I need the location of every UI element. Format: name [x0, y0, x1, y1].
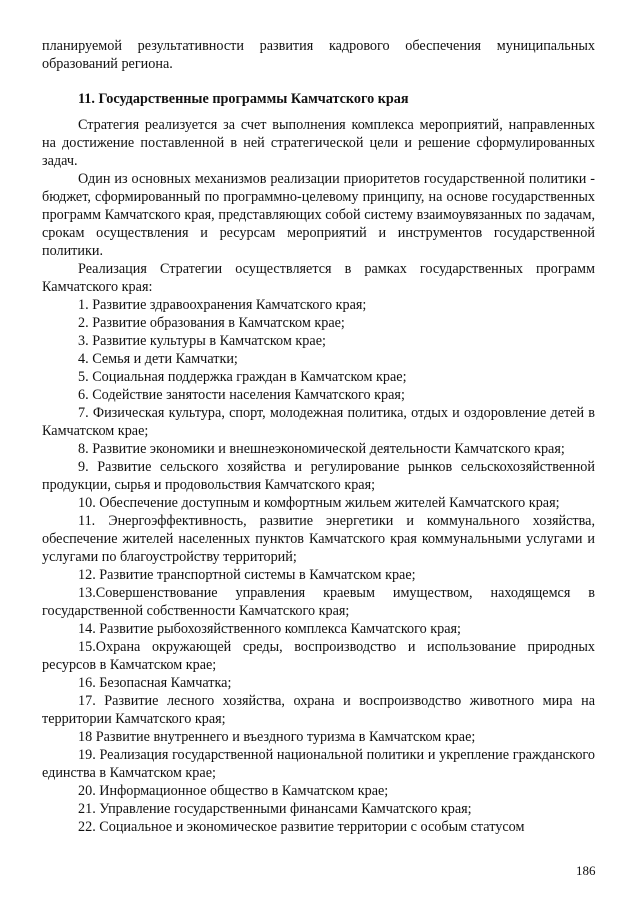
list-item: 5. Социальная поддержка граждан в Камчатском крае; [78, 369, 407, 385]
list-item: 3. Развитие культуры в Камчатском крае; [78, 333, 326, 349]
list-item: 12. Развитие транспортной системы в Камчатском крае; [78, 567, 416, 583]
list-item: 8. Развитие экономики и внешнеэкономической деятельности Камчатского края; [78, 441, 565, 457]
list-item: 7. Физическая культура, спорт, молодежная политика, отдых и оздоровление детей в Камчатском крае; [42, 405, 595, 439]
list-item: 4. Семья и дети Камчатки; [78, 351, 238, 367]
page-number: 186 [576, 863, 596, 878]
list-item: 14. Развитие рыбохозяйственного комплекса Камчатского края; [78, 621, 461, 637]
intro-continuation: планируемой результативности развития кадрового обеспечения муниципальных образований региона. [42, 38, 595, 72]
paragraph-strategy: Стратегия реализуется за счет выполнения комплекса мероприятий, направленных на достижение поставленной в ней стратегической цели и решение сформулированных задач. [42, 117, 595, 169]
list-item: 18 Развитие внутреннего и въездного туризма в Камчатском крае; [78, 729, 476, 745]
list-item: 22. Социальное и экономическое развитие территории с особым статусом [78, 819, 525, 835]
list-item: 20. Информационное общество в Камчатском крае; [78, 783, 389, 799]
list-item: 15.Охрана окружающей среды, воспроизводство и использование природных ресурсов в Камчатском крае; [42, 639, 595, 673]
list-item: 17. Развитие лесного хозяйства, охрана и воспроизводство животного мира на территории Камчатского края; [42, 693, 595, 727]
list-item: 2. Развитие образования в Камчатском крае; [78, 315, 345, 331]
list-item: 10. Обеспечение доступным и комфортным жильем жителей Камчатского края; [78, 495, 560, 511]
list-item: 11. Энергоэффективность, развитие энергетики и коммунального хозяйства, обеспечение жителей населенных пунктов Камчатского края коммунальными услугами и услугами по благоустройству территорий; [42, 513, 595, 565]
list-item: 21. Управление государственными финансами Камчатского края; [78, 801, 472, 817]
list-item: 6. Содействие занятости населения Камчатского края; [78, 387, 405, 403]
list-item: 13.Совершенствование управления краевым имуществом, находящемся в государственной собственности Камчатского края; [42, 585, 595, 619]
list-item: 9. Развитие сельского хозяйства и регулирование рынков сельскохозяйственной продукции, сырья и продовольствия Камчатского края; [42, 459, 595, 493]
list-item: 1. Развитие здравоохранения Камчатского края; [78, 297, 367, 313]
list-item: 16. Безопасная Камчатка; [78, 675, 232, 691]
paragraph-implementation: Реализация Стратегии осуществляется в рамках государственных программ Камчатского края: [42, 261, 595, 295]
program-list [42, 296, 595, 836]
list-item: 19. Реализация государственной национальной политики и укрепление гражданского единства в Камчатском крае; [42, 747, 595, 781]
section-heading: 11. Государственные программы Камчатского края [78, 91, 409, 107]
page-body [42, 37, 595, 836]
paragraph-mechanisms: Один из основных механизмов реализации приоритетов государственной политики - бюджет, сформированный по программно-целевому принципу, на основе государственных программ Камчатского края, представляющих собой систему взаимоувязанных по задачам, срокам осуществления и ресурсам мероприятий и инструментов государственной политики. [42, 171, 595, 259]
